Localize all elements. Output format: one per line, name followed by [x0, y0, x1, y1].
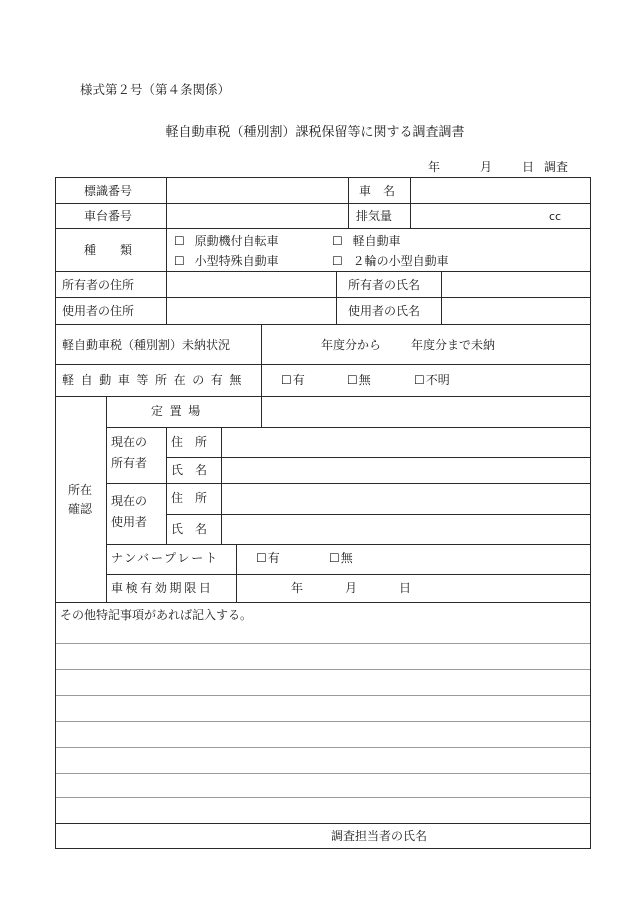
owner-address-label: 所有者の住所 — [62, 278, 135, 292]
storage-place-label: 定置場 — [151, 404, 207, 418]
form-number: 様式第２号（第４条関係） — [80, 82, 231, 97]
page-title: 軽自動車税（種別割）課税保留等に関する調査調書 — [165, 125, 465, 140]
checkbox-icon: ☐ — [174, 234, 185, 248]
plate-option-yes[interactable]: ☐有 — [256, 551, 280, 565]
checkbox-icon: ☐ — [332, 254, 343, 268]
displacement-label: 排気量 — [356, 209, 393, 223]
user-address-sublabel: 住 所 — [171, 491, 208, 505]
expiry-month: 月 — [345, 581, 358, 595]
vehicle-name-label: 車 名 — [359, 184, 396, 198]
user-name-label: 使用者の氏名 — [348, 304, 421, 318]
owner-name-label: 所有者の氏名 — [348, 278, 421, 292]
plate-option-no[interactable]: ☐無 — [329, 551, 353, 565]
date-month: 月 — [480, 160, 493, 174]
checkbox-icon: ☐ — [332, 234, 343, 248]
existence-option-no[interactable]: ☐無 — [347, 373, 371, 387]
category-option-kei[interactable]: ☐ 軽自動車 — [332, 234, 401, 248]
date-year: 年 — [428, 160, 441, 174]
existence-option-unknown[interactable]: ☐不明 — [414, 373, 450, 387]
checkbox-icon: ☐ — [281, 373, 292, 387]
owner-name-sublabel: 氏 名 — [171, 463, 208, 477]
remarks-label: その他特記事項があれば記入する。 — [60, 608, 253, 622]
chassis-number-label: 車台番号 — [84, 209, 133, 223]
category-option-special[interactable]: ☐ 小型特殊自動車 — [174, 254, 279, 268]
checkbox-icon: ☐ — [414, 373, 425, 387]
category-option-moped[interactable]: ☐ 原動機付自転車 — [174, 234, 279, 248]
location-check-label-line2: 確認 — [68, 502, 93, 516]
survey-date — [428, 158, 568, 175]
location-check-label-line1: 所在 — [68, 483, 93, 497]
tax-unpaid-label: 軽自動車税（種別割）未納状況 — [62, 338, 231, 352]
existence-label: 軽自動車等所在の有無 — [62, 373, 249, 387]
current-user-label-line1: 現在の — [111, 494, 148, 508]
checkbox-icon: ☐ — [174, 254, 185, 268]
survey-form-table — [55, 177, 591, 849]
checkbox-icon: ☐ — [347, 373, 358, 387]
tax-unpaid-from: 年度分から — [321, 338, 382, 352]
current-user-label-line2: 使用者 — [111, 515, 148, 529]
expiry-year: 年 — [291, 581, 304, 595]
category-option-two-wheel[interactable]: ☐ ２輪の小型自動車 — [332, 254, 449, 268]
tax-unpaid-to: 年度分まで未納 — [411, 338, 496, 352]
category-label: 種 類 — [84, 243, 133, 257]
checkbox-icon: ☐ — [256, 551, 267, 565]
displacement-unit: cc — [549, 210, 562, 223]
current-owner-label-line1: 現在の — [111, 435, 148, 449]
existence-option-yes[interactable]: ☐有 — [281, 373, 305, 387]
investigator-label: 調査担当者の氏名 — [331, 829, 428, 843]
checkbox-icon: ☐ — [329, 551, 340, 565]
user-name-sublabel: 氏 名 — [171, 522, 208, 536]
date-day: 日 — [522, 160, 535, 174]
plate-number-label: 標識番号 — [84, 184, 133, 198]
user-address-label: 使用者の住所 — [62, 304, 135, 318]
expiry-day: 日 — [399, 581, 412, 595]
owner-address-sublabel: 住 所 — [171, 435, 208, 449]
current-owner-label-line2: 所有者 — [111, 456, 148, 470]
inspection-expiry-label: 車検有効期限日 — [111, 581, 214, 595]
date-suffix: 調査 — [544, 160, 569, 174]
number-plate-label: ナンバープレート — [111, 551, 219, 565]
